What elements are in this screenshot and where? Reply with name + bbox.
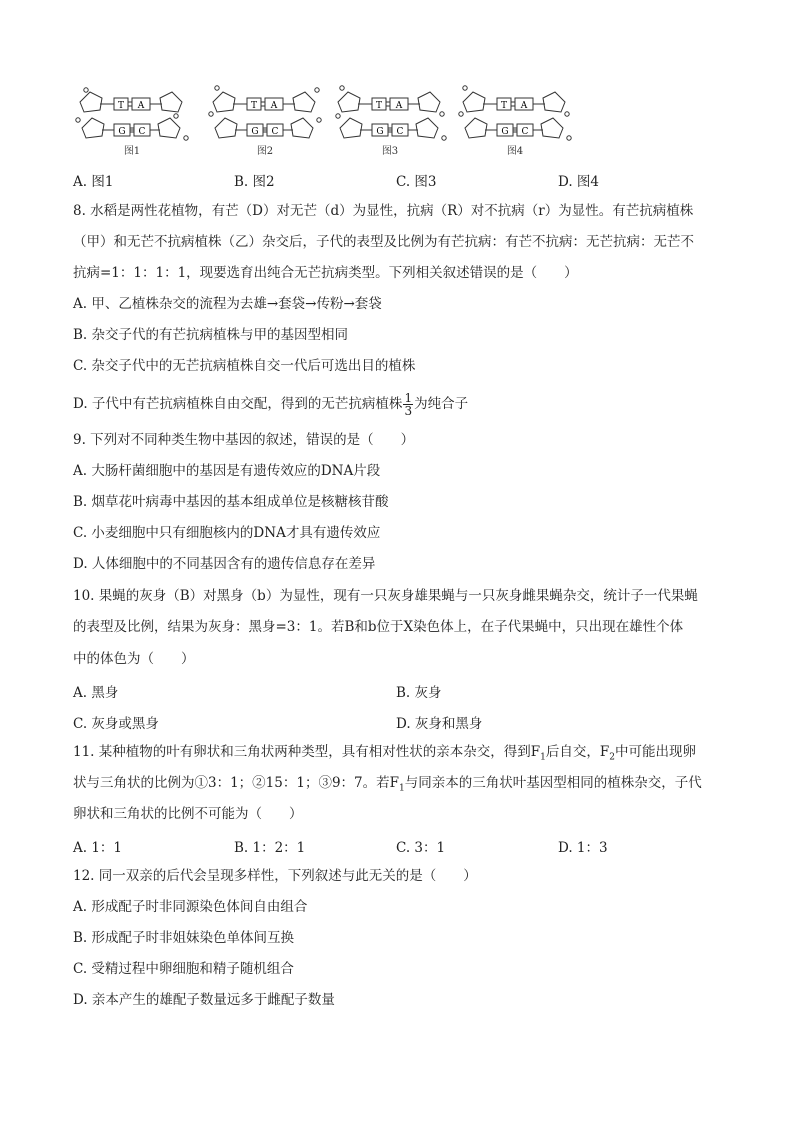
dna-diagram-1 (72, 80, 192, 142)
base-g: G (118, 127, 126, 137)
q10-option-c[interactable]: C. 灰身或黑身 (73, 716, 159, 732)
base-c: C (521, 127, 529, 137)
base-t: T (117, 101, 125, 111)
q9-option-a[interactable]: A. 大肠杆菌细胞中的基因是有遗传效应的DNA片段 (73, 463, 381, 479)
fraction-numerator: 1 (404, 391, 413, 405)
q11-stem-line-2 (73, 771, 702, 795)
subscript: 2 (609, 752, 615, 763)
q8-option-d-prefix: D. 子代中有芒抗病植株自由交配，得到的无芒抗病植株 (73, 396, 403, 412)
base-c: C (396, 127, 404, 137)
base-a: A (137, 101, 145, 111)
q8-option-d[interactable] (73, 389, 468, 419)
q11-text: 后自交，F (545, 744, 610, 760)
fraction-denominator: 3 (404, 404, 413, 418)
q10-option-b[interactable]: B. 灰身 (396, 685, 442, 701)
base-c: C (138, 127, 146, 137)
q10-option-a[interactable]: A. 黑身 (73, 685, 119, 701)
q8-stem-line-2: （甲）和无芒不抗病植株（乙）杂交后，子代的表型及比例为有芒抗病：有芒不抗病：无芒抗病：无芒不 (73, 234, 694, 250)
base-a: A (395, 101, 403, 111)
base-a: A (520, 101, 528, 111)
q8-option-c[interactable]: C. 杂交子代中的无芒抗病植株自交一代后可选出目的植株 (73, 358, 416, 374)
q11-option-b[interactable]: B. 1：2：1 (234, 840, 306, 856)
q12-option-c[interactable]: C. 受精过程中卵细胞和精子随机组合 (73, 961, 294, 977)
figure-1 (72, 80, 192, 160)
q11-stem-line-3: 卵状和三角状的比例不可能为（ ） (73, 806, 303, 822)
q7-option-c[interactable]: C. 图3 (396, 174, 437, 190)
base-t: T (375, 101, 383, 111)
q12-option-b[interactable]: B. 形成配子时非姐妹染色单体间互换 (73, 930, 295, 946)
q10-stem-line-1: 10. 果蝇的灰身（B）对黑身（b）为显性，现有一只灰身雄果蝇与一只灰身雌果蝇杂交，统计子一代果蝇 (73, 588, 698, 604)
dna-diagram-3 (330, 80, 450, 142)
q11-text: 11. 某种植物的叶有卵状和三角状两种类型，具有相对性状的亲本杂交，得到F (73, 744, 541, 760)
subscript: 1 (540, 752, 546, 763)
q9-stem: 9. 下列对不同种类生物中基因的叙述，错误的是（ ） (73, 432, 415, 448)
q11-option-a[interactable]: A. 1：1 (73, 840, 123, 856)
figure-4 (455, 80, 575, 160)
q9-option-c[interactable]: C. 小麦细胞中只有细胞核内的DNA才具有遗传效应 (73, 525, 381, 541)
figure-caption: 图2 (256, 146, 274, 157)
q12-option-a[interactable]: A. 形成配子时非同源染色体间自由组合 (73, 899, 308, 915)
q9-option-d[interactable]: D. 人体细胞中的不同基因含有的遗传信息存在差异 (73, 556, 376, 572)
q8-option-a[interactable]: A. 甲、乙植株杂交的流程为去雄→套袋→传粉→套袋 (73, 296, 382, 312)
base-g: G (376, 127, 384, 137)
q7-option-b[interactable]: B. 图2 (234, 174, 275, 190)
q10-stem-line-3: 中的体色为（ ） (73, 651, 195, 667)
q11-option-d[interactable]: D. 1：3 (558, 840, 608, 856)
q12-stem: 12. 同一双亲的后代会呈现多样性，下列叙述与此无关的是（ ） (73, 868, 477, 884)
q11-option-c[interactable]: C. 3：1 (396, 840, 446, 856)
subscript: 1 (399, 783, 405, 794)
q10-stem-line-2: 的表型及比例，结果为灰身：黑身=3：1。若B和b位于X染色体上，在子代果蝇中，只出现在雄性个体 (73, 619, 684, 635)
q8-option-d-suffix: 为纯合子 (414, 396, 469, 412)
base-t: T (250, 101, 258, 111)
figure-3 (330, 80, 450, 160)
base-a: A (270, 101, 278, 111)
q11-text: 状与三角状的比例为①3：1；②15：1；③9：7。若F (73, 775, 399, 791)
figure-caption: 图4 (506, 146, 524, 157)
q7-option-d[interactable]: D. 图4 (558, 174, 600, 190)
figure-caption: 图3 (381, 146, 399, 157)
dna-figures-row (72, 80, 592, 160)
dna-diagram-4 (455, 80, 575, 142)
figure-2 (205, 80, 325, 160)
base-t: T (500, 101, 508, 111)
q9-option-b[interactable]: B. 烟草花叶病毒中基因的基本组成单位是核糖核苷酸 (73, 494, 389, 510)
q8-stem-line-1: 8. 水稻是两性花植物，有芒（D）对无芒（d）为显性，抗病（R）对不抗病（r）为显性。有芒抗病植株 (73, 203, 694, 219)
q12-option-d[interactable]: D. 亲本产生的雄配子数量远多于雌配子数量 (73, 992, 335, 1008)
q11-text: 与同亲本的三角状叶基因型相同的植株杂交，子代 (404, 775, 702, 791)
q7-option-a[interactable]: A. 图1 (73, 174, 114, 190)
dna-diagram-2 (205, 80, 325, 142)
base-c: C (271, 127, 279, 137)
q10-option-d[interactable]: D. 灰身和黑身 (396, 716, 483, 732)
base-g: G (251, 127, 259, 137)
figure-caption: 图1 (123, 146, 141, 157)
q11-stem-line-1 (73, 740, 696, 764)
q8-option-b[interactable]: B. 杂交子代的有芒抗病植株与甲的基因型相同 (73, 327, 349, 343)
base-g: G (501, 127, 509, 137)
fraction (403, 392, 413, 417)
q8-stem-line-3: 抗病=1：1：1：1，现要选育出纯合无芒抗病类型。下列相关叙述错误的是（ ） (73, 265, 578, 281)
q11-text: 中可能出现卵 (614, 744, 696, 760)
